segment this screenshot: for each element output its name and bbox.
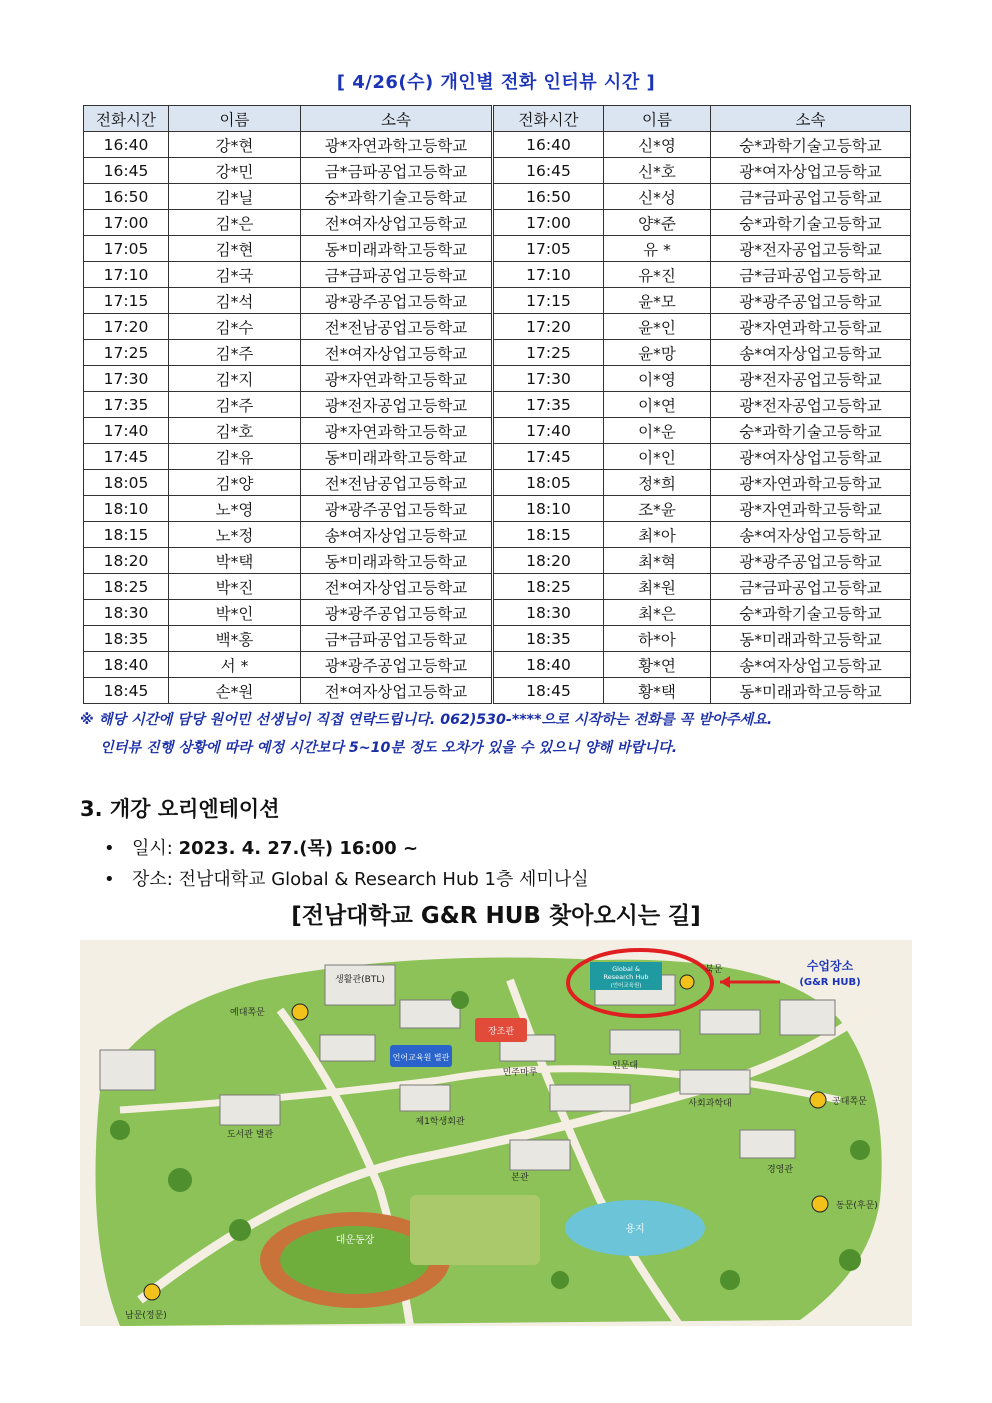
building — [220, 1095, 280, 1125]
cell-time-2: 17:30 — [493, 366, 604, 392]
cell-name-2: 조*윤 — [604, 496, 711, 522]
north-gate-marker-icon — [680, 975, 694, 989]
table-row — [84, 522, 911, 548]
cell-affiliation-2: 금*금파공업고등학교 — [711, 262, 911, 288]
table-row — [84, 184, 911, 210]
cell-name-2: 황*연 — [604, 652, 711, 678]
cell-time-2: 17:35 — [493, 392, 604, 418]
cell-affiliation: 동*미래과학고등학교 — [301, 444, 493, 470]
cell-name: 김*닐 — [169, 184, 301, 210]
cell-time: 17:05 — [84, 236, 169, 262]
cell-time-2: 18:25 — [493, 574, 604, 600]
header-name: 이름 — [169, 106, 301, 132]
south-gate-label: 남문(정문) — [125, 1311, 167, 1321]
cell-name: 김*주 — [169, 392, 301, 418]
language-annex-label: 언어교육원 별관 — [392, 1053, 450, 1062]
building — [610, 1030, 680, 1054]
building — [325, 965, 395, 1005]
north-gate-label: 북문 — [705, 965, 723, 975]
cell-affiliation: 동*미래과학고등학교 — [301, 548, 493, 574]
cell-name-2: 윤*망 — [604, 340, 711, 366]
cell-time-2: 18:45 — [493, 678, 604, 704]
cell-affiliation-2: 광*전자공업고등학교 — [711, 366, 911, 392]
table-row — [84, 574, 911, 600]
table-title: [ 4/26(수) 개인별 전화 인터뷰 시간 ] — [336, 72, 656, 93]
student-hall-label: 제1학생회관 — [415, 1117, 465, 1127]
building — [320, 1035, 375, 1061]
business-hall-label: 경영관 — [766, 1165, 794, 1175]
dorm-label: 생활관(BTL) — [335, 975, 385, 985]
cell-affiliation: 전*전남공업고등학교 — [301, 470, 493, 496]
cell-name-2: 신*영 — [604, 132, 711, 158]
cell-time: 18:35 — [84, 626, 169, 652]
cell-name-2: 신*호 — [604, 158, 711, 184]
building — [100, 1050, 155, 1090]
cell-time: 18:40 — [84, 652, 169, 678]
cell-name: 백*홍 — [169, 626, 301, 652]
eng-gate-label: 공대쪽문 — [832, 1097, 867, 1107]
cell-name: 강*현 — [169, 132, 301, 158]
cell-time: 18:30 — [84, 600, 169, 626]
humanities-label: 인문대 — [611, 1061, 639, 1071]
bullet-date — [104, 834, 418, 860]
hub-label-1: Global & — [612, 965, 640, 973]
building — [700, 1010, 760, 1034]
cell-time-2: 17:05 — [493, 236, 604, 262]
cell-affiliation-2: 광*전자공업고등학교 — [711, 392, 911, 418]
tree-icon — [229, 1219, 251, 1241]
cell-time-2: 18:10 — [493, 496, 604, 522]
cell-name-2: 최*아 — [604, 522, 711, 548]
hub-label-3: (언어교육원) — [610, 983, 642, 989]
cell-time: 18:15 — [84, 522, 169, 548]
tree-icon — [168, 1168, 192, 1192]
cell-name: 노*정 — [169, 522, 301, 548]
cell-name: 김*유 — [169, 444, 301, 470]
cell-name: 김*수 — [169, 314, 301, 340]
cell-name: 김*지 — [169, 366, 301, 392]
cell-time-2: 18:40 — [493, 652, 604, 678]
cell-affiliation-2: 송*여자상업고등학교 — [711, 522, 911, 548]
cell-affiliation-2: 동*미래과학고등학교 — [711, 626, 911, 652]
cell-affiliation: 전*여자상업고등학교 — [301, 340, 493, 366]
cell-time: 17:25 — [84, 340, 169, 366]
table-row — [84, 418, 911, 444]
cell-time: 16:50 — [84, 184, 169, 210]
east-gate-marker-icon — [812, 1196, 828, 1212]
bullet-dot-icon: • — [104, 869, 115, 890]
table-row — [84, 496, 911, 522]
cell-affiliation: 전*여자상업고등학교 — [301, 210, 493, 236]
cell-name-2: 유 * — [604, 236, 711, 262]
cell-time-2: 17:40 — [493, 418, 604, 444]
cell-time: 16:40 — [84, 132, 169, 158]
cell-name-2: 유*진 — [604, 262, 711, 288]
table-row — [84, 210, 911, 236]
stadium-label: 대운동장 — [335, 1235, 375, 1246]
cell-affiliation-2: 송*여자상업고등학교 — [711, 652, 911, 678]
cell-time: 17:20 — [84, 314, 169, 340]
place-label: 장소: — [132, 869, 179, 890]
art-gate-marker-icon — [292, 1004, 308, 1020]
header-name-2: 이름 — [604, 106, 711, 132]
table-row — [84, 314, 911, 340]
cell-time: 18:25 — [84, 574, 169, 600]
cell-time-2: 17:10 — [493, 262, 604, 288]
table-row — [84, 392, 911, 418]
cell-affiliation-2: 광*자연과학고등학교 — [711, 470, 911, 496]
cell-time-2: 18:15 — [493, 522, 604, 548]
cell-name-2: 이*인 — [604, 444, 711, 470]
cell-affiliation-2: 광*자연과학고등학교 — [711, 496, 911, 522]
bullet-place — [104, 865, 589, 891]
header-time-2: 전화시간 — [493, 106, 604, 132]
cell-affiliation: 광*전자공업고등학교 — [301, 392, 493, 418]
cell-name-2: 이*운 — [604, 418, 711, 444]
place-value: 전남대학교 Global & Research Hub 1층 세미나실 — [178, 869, 589, 890]
date-label: 일시: — [132, 838, 179, 859]
table-row — [84, 444, 911, 470]
cell-name: 강*민 — [169, 158, 301, 184]
minju-label: 민주마루 — [502, 1068, 538, 1078]
date-value: 2023. 4. 27.(목) 16:00 ~ — [178, 838, 419, 859]
cell-name-2: 최*혁 — [604, 548, 711, 574]
cell-time-2: 17:45 — [493, 444, 604, 470]
cell-affiliation: 동*미래과학고등학교 — [301, 236, 493, 262]
cell-affiliation-2: 금*금파공업고등학교 — [711, 574, 911, 600]
note-line-1: ※ 해당 시간에 담당 원어민 선생님이 직접 연락드립니다. 062)530-****으로 시작하는 전화를 꼭 받아주세요. — [80, 712, 773, 728]
cell-time-2: 16:50 — [493, 184, 604, 210]
eng-gate-marker-icon — [810, 1092, 826, 1108]
table-row — [84, 288, 911, 314]
map-title: [전남대학교 G&R HUB 찾아오시는 길] — [291, 903, 701, 929]
table-row — [84, 600, 911, 626]
table-row — [84, 158, 911, 184]
cell-time-2: 17:00 — [493, 210, 604, 236]
cell-affiliation-2: 광*자연과학고등학교 — [711, 314, 911, 340]
cell-affiliation: 전*여자상업고등학교 — [301, 678, 493, 704]
cell-name: 김*호 — [169, 418, 301, 444]
header-affiliation: 소속 — [301, 106, 493, 132]
cell-time: 17:15 — [84, 288, 169, 314]
cell-time-2: 18:35 — [493, 626, 604, 652]
cell-name: 김*국 — [169, 262, 301, 288]
cell-time: 17:00 — [84, 210, 169, 236]
cell-affiliation: 송*여자상업고등학교 — [301, 522, 493, 548]
cell-affiliation: 광*광주공업고등학교 — [301, 600, 493, 626]
tree-icon — [850, 1140, 870, 1160]
cell-time: 17:10 — [84, 262, 169, 288]
table-row — [84, 678, 911, 704]
cell-name-2: 최*은 — [604, 600, 711, 626]
cell-name: 김*주 — [169, 340, 301, 366]
callout-label: 수업장소 — [806, 959, 854, 973]
building — [680, 1070, 750, 1094]
cell-name: 박*택 — [169, 548, 301, 574]
cell-time: 18:10 — [84, 496, 169, 522]
cell-time: 17:30 — [84, 366, 169, 392]
building — [400, 1000, 460, 1028]
cell-affiliation: 광*자연과학고등학교 — [301, 132, 493, 158]
cell-name: 박*진 — [169, 574, 301, 600]
cell-name-2: 윤*인 — [604, 314, 711, 340]
cell-name-2: 윤*모 — [604, 288, 711, 314]
cell-time: 17:45 — [84, 444, 169, 470]
table-row — [84, 626, 911, 652]
cell-name-2: 하*아 — [604, 626, 711, 652]
cell-affiliation: 전*전남공업고등학교 — [301, 314, 493, 340]
table-header-row — [84, 106, 911, 132]
cell-affiliation: 광*광주공업고등학교 — [301, 288, 493, 314]
cell-affiliation: 광*광주공업고등학교 — [301, 652, 493, 678]
cell-affiliation-2: 숭*과학기술고등학교 — [711, 210, 911, 236]
cell-name-2: 정*희 — [604, 470, 711, 496]
cell-name: 노*영 — [169, 496, 301, 522]
cell-affiliation-2: 숭*과학기술고등학교 — [711, 600, 911, 626]
cell-affiliation: 금*금파공업고등학교 — [301, 626, 493, 652]
cell-name: 김*양 — [169, 470, 301, 496]
cell-time-2: 18:20 — [493, 548, 604, 574]
sports-field — [410, 1195, 540, 1265]
table-row — [84, 236, 911, 262]
jangjo-label: 장조관 — [487, 1027, 515, 1037]
table-row — [84, 262, 911, 288]
table-row — [84, 548, 911, 574]
social-science-label: 사회과학대 — [688, 1099, 732, 1109]
building — [780, 1000, 835, 1035]
cell-affiliation-2: 광*여자상업고등학교 — [711, 444, 911, 470]
campus-map — [80, 940, 912, 1326]
note-line-2: 인터뷰 진행 상황에 따라 예정 시간보다 5~10분 정도 오차가 있을 수 있으니 양해 바랍니다. — [100, 740, 678, 756]
bullet-dot-icon: • — [104, 838, 115, 859]
cell-time: 18:05 — [84, 470, 169, 496]
building — [550, 1085, 630, 1111]
table-row — [84, 340, 911, 366]
art-gate-label: 예대쪽문 — [230, 1008, 265, 1018]
cell-affiliation: 전*여자상업고등학교 — [301, 574, 493, 600]
cell-time: 18:20 — [84, 548, 169, 574]
tree-icon — [451, 991, 469, 1009]
cell-affiliation: 광*광주공업고등학교 — [301, 496, 493, 522]
cell-time-2: 18:30 — [493, 600, 604, 626]
tree-icon — [839, 1249, 861, 1271]
cell-affiliation: 금*금파공업고등학교 — [301, 158, 493, 184]
cell-name: 박*인 — [169, 600, 301, 626]
cell-time-2: 17:25 — [493, 340, 604, 366]
cell-name: 김*석 — [169, 288, 301, 314]
cell-time-2: 18:05 — [493, 470, 604, 496]
building — [740, 1130, 795, 1158]
table-row — [84, 366, 911, 392]
table-row — [84, 652, 911, 678]
cell-time-2: 16:40 — [493, 132, 604, 158]
cell-time: 16:45 — [84, 158, 169, 184]
cell-name-2: 황*택 — [604, 678, 711, 704]
cell-name-2: 양*준 — [604, 210, 711, 236]
cell-name: 손*원 — [169, 678, 301, 704]
library-annex-label: 도서관 별관 — [226, 1130, 274, 1140]
schedule-note — [80, 706, 940, 762]
cell-affiliation: 광*자연과학고등학교 — [301, 418, 493, 444]
cell-time: 17:35 — [84, 392, 169, 418]
main-hall-label: 본관 — [511, 1173, 529, 1183]
interview-schedule-table — [83, 105, 910, 704]
cell-time-2: 17:15 — [493, 288, 604, 314]
building — [510, 1140, 570, 1170]
building — [400, 1085, 450, 1111]
tree-icon — [110, 1120, 130, 1140]
table-row — [84, 132, 911, 158]
cell-affiliation: 숭*과학기술고등학교 — [301, 184, 493, 210]
cell-name-2: 최*원 — [604, 574, 711, 600]
east-gate-label: 동문(후문) — [836, 1201, 878, 1211]
cell-affiliation-2: 숭*과학기술고등학교 — [711, 418, 911, 444]
cell-name-2: 이*영 — [604, 366, 711, 392]
south-gate-marker-icon — [144, 1284, 160, 1300]
cell-time-2: 17:20 — [493, 314, 604, 340]
cell-affiliation-2: 금*금파공업고등학교 — [711, 184, 911, 210]
section-heading: 3. 개강 오리엔테이션 — [80, 797, 280, 821]
cell-affiliation-2: 광*전자공업고등학교 — [711, 236, 911, 262]
cell-time: 18:45 — [84, 678, 169, 704]
cell-affiliation-2: 동*미래과학고등학교 — [711, 678, 911, 704]
table-row — [84, 470, 911, 496]
cell-name: 김*현 — [169, 236, 301, 262]
cell-affiliation-2: 광*광주공업고등학교 — [711, 288, 911, 314]
tree-icon — [551, 1271, 569, 1289]
header-time: 전화시간 — [84, 106, 169, 132]
pond-label: 용지 — [625, 1224, 645, 1235]
cell-affiliation-2: 광*광주공업고등학교 — [711, 548, 911, 574]
cell-affiliation: 광*자연과학고등학교 — [301, 366, 493, 392]
cell-affiliation: 금*금파공업고등학교 — [301, 262, 493, 288]
cell-name-2: 이*연 — [604, 392, 711, 418]
callout-sub-label: (G&R HUB) — [799, 977, 861, 988]
cell-time: 17:40 — [84, 418, 169, 444]
cell-affiliation-2: 숭*과학기술고등학교 — [711, 132, 911, 158]
header-affiliation-2: 소속 — [711, 106, 911, 132]
cell-time-2: 16:45 — [493, 158, 604, 184]
cell-affiliation-2: 광*여자상업고등학교 — [711, 158, 911, 184]
cell-name: 김*은 — [169, 210, 301, 236]
cell-name-2: 신*성 — [604, 184, 711, 210]
cell-name: 서 * — [169, 652, 301, 678]
tree-icon — [720, 1270, 740, 1290]
hub-label-2: Research Hub — [603, 973, 649, 981]
cell-affiliation-2: 송*여자상업고등학교 — [711, 340, 911, 366]
